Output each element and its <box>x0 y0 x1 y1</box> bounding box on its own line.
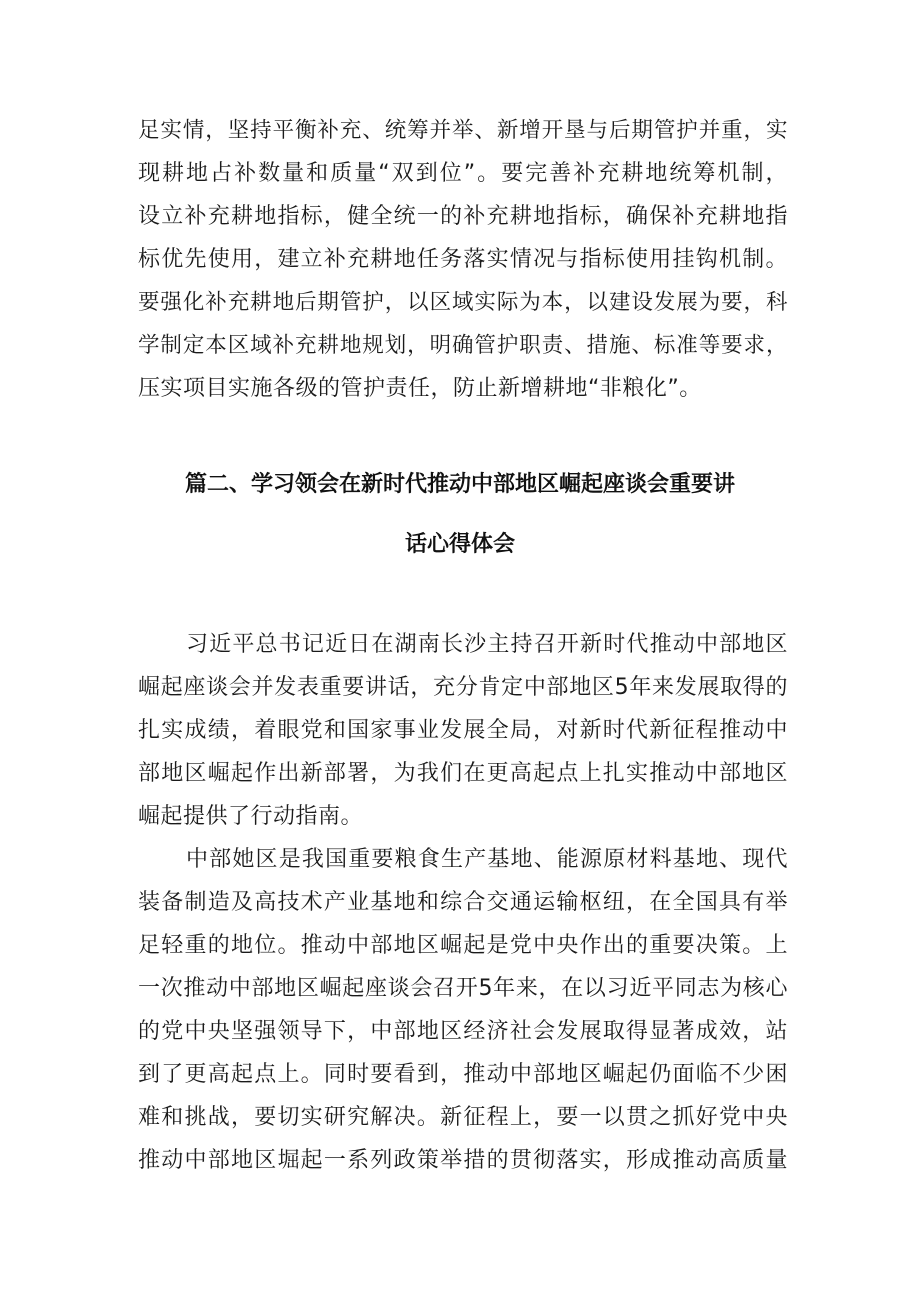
text-line: 学制定本区域补充耕地规划，明确管护职责、措施、标准等要求， <box>138 333 788 358</box>
text-line: 推动中部地区堀起一系列政策举措的贯彻落实，形成推动高质量 <box>138 1148 788 1173</box>
text-line: 习近平总书记近日在湖南长沙主持召开新时代推动中部地区 <box>186 632 788 657</box>
text-line: 标优先使用，建立补充耕地任务落实情况与指标使用挂钩机制。 <box>138 247 788 272</box>
text-line: 难和挑战，要切实研究解决。新征程上，要一以贯之抓好党中央 <box>138 1105 788 1130</box>
section-heading-line-2: 话心得体会 <box>404 532 515 557</box>
text-line: 压实项目实施各级的管护责任，防止新增耕地“非粮化”。 <box>138 376 702 401</box>
text-line: 设立补充耕地指标，健全统一的补充耕地指标，确保补充耕地指 <box>138 204 788 229</box>
section-heading-line-1: 篇二、学习领会在新时代推动中部地区崛起座谈会重要讲 <box>184 472 735 497</box>
text-line: 要强化补充耕地后期管护，以区域实际为本，以建设发展为要，科 <box>138 290 788 315</box>
text-line: 部地区崛起作出新部署，为我们在更高起点上扎实推动中部地区 <box>138 761 788 786</box>
text-line: 崛起提供了行动指南。 <box>138 804 364 829</box>
text-line: 崛起座谈会并发表重要讲话，充分肯定中部地区5年来发展取得的 <box>138 675 788 700</box>
text-line: 到了更高起点上。同时要看到，推动中部地区崛起仍面临不少困 <box>138 1062 788 1087</box>
text-line: 的党中央坚强领导下，中部地区经济社会发展取得显著成效，站 <box>138 1019 788 1044</box>
text-line: 扎实成绩，着眼党和国家事业发展全局，对新时代新征程推动中 <box>138 718 788 743</box>
text-line: 足轻重的地位。推动中部地区崛起是党中央作出的重要决策。上 <box>138 933 788 958</box>
text-line: 一次推动中部地区崛起座谈会召开5年来，在以习近平同志为核心 <box>138 976 788 1001</box>
text-line: 中部她区是我国重要粮食生产基地、能源原材料基地、现代 <box>186 847 788 872</box>
text-line: 装备制造及高技术产业基地和综合交通运输枢纽，在全国具有举 <box>138 890 788 915</box>
text-line: 足实情，坚持平衡补充、统筹并举、新增开垦与后期管护并重，实 <box>138 118 788 143</box>
text-line: 现耕地占补数量和质量“双到位”。要完善补充耕地统筹机制， <box>138 161 788 186</box>
